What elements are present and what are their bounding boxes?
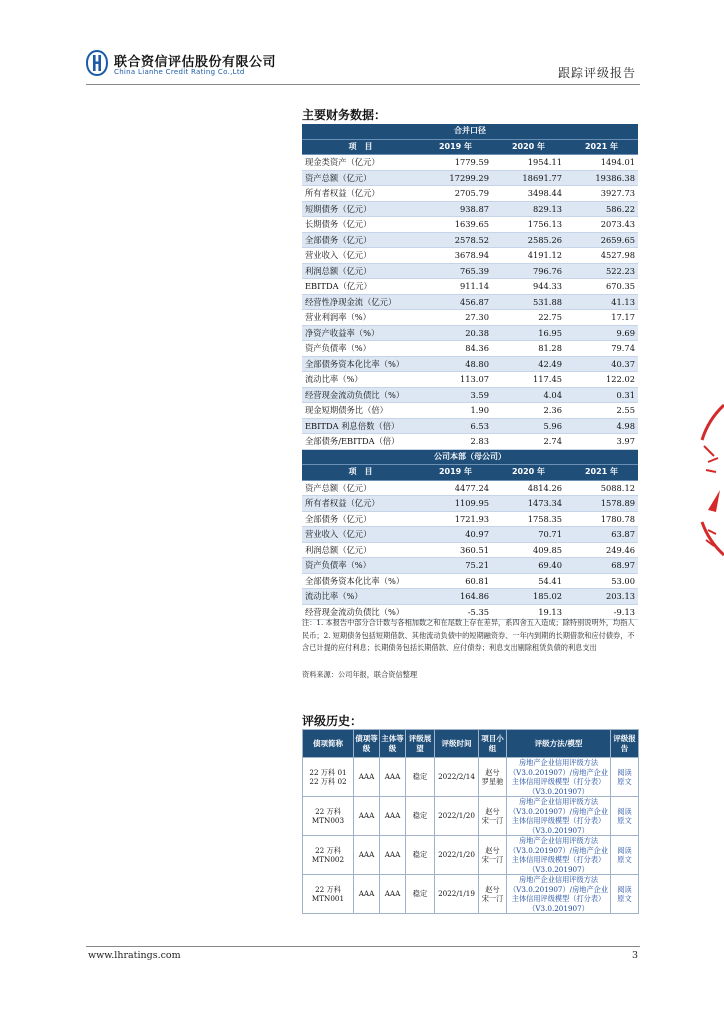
cell-value: 75.21 <box>419 558 492 574</box>
cell-bond: 22 万科 MTN001 <box>303 875 354 914</box>
cell-date: 2022/1/20 <box>435 797 479 836</box>
table-row <box>303 875 639 914</box>
cell-value: 1109.95 <box>419 496 492 512</box>
column-header: 项 目 <box>302 139 419 155</box>
column-header: 评级展望 <box>406 730 435 758</box>
table-row <box>302 325 638 341</box>
cell-issuer-grade: AAA <box>380 758 406 797</box>
cell-value: 2073.43 <box>565 217 638 233</box>
cell-value: 9.69 <box>565 325 638 341</box>
cell-value: 1578.89 <box>565 496 638 512</box>
column-header: 2019 年 <box>419 139 492 155</box>
row-label: EBITDA 利息倍数（倍） <box>302 418 419 434</box>
table-row <box>302 170 638 186</box>
table-caption-row <box>302 449 638 465</box>
cell-value: 17299.29 <box>419 170 492 186</box>
rating-history-title: 评级历史： <box>302 714 363 728</box>
cell-team: 赵兮 宋一汀 <box>479 875 507 914</box>
cell-bond: 22 万科 01 22 万科 02 <box>303 758 354 797</box>
cell-value: 54.41 <box>492 573 565 589</box>
cell-value: 1954.11 <box>492 155 565 171</box>
cell-value: 68.97 <box>565 558 638 574</box>
cell-value: 22.75 <box>492 310 565 326</box>
table-row <box>302 201 638 217</box>
cell-value: 531.88 <box>492 294 565 310</box>
row-label: 全部债务（亿元） <box>302 232 419 248</box>
cell-issuer-grade: AAA <box>380 875 406 914</box>
column-header: 债项等级 <box>354 730 380 758</box>
rating-history-table <box>302 729 639 914</box>
column-header: 评级报告 <box>611 730 639 758</box>
cell-value: 18691.77 <box>492 170 565 186</box>
cell-outlook: 稳定 <box>406 797 435 836</box>
row-label: 所有者权益（亿元） <box>302 496 419 512</box>
footer-divider <box>86 946 640 947</box>
column-header: 2020 年 <box>492 139 565 155</box>
cell-value: 5088.12 <box>565 480 638 496</box>
cell-value: 3678.94 <box>419 248 492 264</box>
column-header: 主体等级 <box>380 730 406 758</box>
column-header: 2021 年 <box>565 139 638 155</box>
column-header: 评级时间 <box>435 730 479 758</box>
table-row <box>302 263 638 279</box>
table-row <box>302 403 638 419</box>
cell-value: 1758.35 <box>492 511 565 527</box>
row-label: 经营现金流动负债比（%） <box>302 604 419 620</box>
cell-value: 60.81 <box>419 573 492 589</box>
cell-value: 53.00 <box>565 573 638 589</box>
rating-method-link[interactable]: 房地产企业信用评级方法（V3.0.201907）/房地产企业主体信用评级模型（打分表）（V3.0.201907） <box>507 836 611 875</box>
header-divider <box>86 84 640 85</box>
cell-value: 944.33 <box>492 279 565 295</box>
cell-value: 6.53 <box>419 418 492 434</box>
cell-value: 249.46 <box>565 542 638 558</box>
cell-value: 670.35 <box>565 279 638 295</box>
table-row <box>302 217 638 233</box>
column-header: 债项简称 <box>303 730 354 758</box>
cell-value: 4527.98 <box>565 248 638 264</box>
report-type-label: 跟踪评级报告 <box>557 66 636 80</box>
cell-value: 20.38 <box>419 325 492 341</box>
cell-value: 113.07 <box>419 372 492 388</box>
table-row <box>302 341 638 357</box>
cell-value: 3498.44 <box>492 186 565 202</box>
cell-value: 1473.34 <box>492 496 565 512</box>
cell-value: 17.17 <box>565 310 638 326</box>
table-row <box>303 758 639 797</box>
company-logo-icon <box>86 50 108 76</box>
row-label: 全部债务资本化比率（%） <box>302 573 419 589</box>
cell-value: 1756.13 <box>492 217 565 233</box>
rating-method-link[interactable]: 房地产企业信用评级方法（V3.0.201907）/房地产企业主体信用评级模型（打分表）（V3.0.201907） <box>507 875 611 914</box>
table-row <box>302 573 638 589</box>
company-name-cn: 联合资信评估股份有限公司 <box>114 55 277 70</box>
cell-value: 41.13 <box>565 294 638 310</box>
table-row <box>302 558 638 574</box>
cell-outlook: 稳定 <box>406 875 435 914</box>
rating-method-link[interactable]: 房地产企业信用评级方法（V3.0.201907）/房地产企业主体信用评级模型（打分表）（V3.0.201907） <box>507 797 611 836</box>
cell-value: 2.83 <box>419 434 492 450</box>
table-row <box>302 356 638 372</box>
cell-value: 360.51 <box>419 542 492 558</box>
financial-source: 资料来源：公司年报，联合资信整理 <box>302 670 418 679</box>
table-row <box>302 294 638 310</box>
cell-value: 2705.79 <box>419 186 492 202</box>
cell-value: 40.97 <box>419 527 492 543</box>
row-label: 资产负债率（%） <box>302 341 419 357</box>
table-row <box>302 496 638 512</box>
cell-value: 829.13 <box>492 201 565 217</box>
cell-value: 938.87 <box>419 201 492 217</box>
cell-issuer-grade: AAA <box>380 797 406 836</box>
cell-value: 122.02 <box>565 372 638 388</box>
table-row <box>302 186 638 202</box>
cell-value: 164.86 <box>419 589 492 605</box>
table-header-row <box>303 730 639 758</box>
table-row <box>302 387 638 403</box>
cell-bond: 22 万科 MTN002 <box>303 836 354 875</box>
table-header-row <box>302 139 638 155</box>
table-row <box>303 797 639 836</box>
cell-value: 69.40 <box>492 558 565 574</box>
table-row <box>302 434 638 450</box>
red-seal-stamp-icon <box>700 400 724 560</box>
cell-value: 765.39 <box>419 263 492 279</box>
row-label: 资产总额（亿元） <box>302 170 419 186</box>
row-label: 流动比率（%） <box>302 589 419 605</box>
page-number: 3 <box>631 950 638 961</box>
cell-value: 1494.01 <box>565 155 638 171</box>
cell-team: 赵兮 宋一汀 <box>479 797 507 836</box>
cell-value: 84.36 <box>419 341 492 357</box>
table-caption-row <box>302 124 638 139</box>
table-row <box>302 480 638 496</box>
row-label: 所有者权益（亿元） <box>302 186 419 202</box>
cell-value: 3.97 <box>565 434 638 450</box>
table-row <box>302 155 638 171</box>
cell-value: 4814.26 <box>492 480 565 496</box>
financial-data-table <box>302 124 638 620</box>
cell-value: 911.14 <box>419 279 492 295</box>
cell-value: 79.74 <box>565 341 638 357</box>
table-caption: 合并口径 <box>302 124 638 139</box>
table-row <box>302 232 638 248</box>
read-report-link[interactable]: 阅读 原文 <box>611 758 639 797</box>
financial-section-title: 主要财务数据： <box>302 108 387 122</box>
row-label: EBITDA（亿元） <box>302 279 419 295</box>
row-label: 净资产收益率（%） <box>302 325 419 341</box>
column-header: 项 目 <box>302 465 419 481</box>
row-label: 全部债务（亿元） <box>302 511 419 527</box>
row-label: 全部债务资本化比率（%） <box>302 356 419 372</box>
cell-bond-grade: AAA <box>354 797 380 836</box>
row-label: 全部债务/EBITDA（倍） <box>302 434 419 450</box>
cell-value: 19.13 <box>492 604 565 620</box>
cell-bond-grade: AAA <box>354 875 380 914</box>
table-row <box>302 589 638 605</box>
column-header: 2019 年 <box>419 465 492 481</box>
cell-value: 522.23 <box>565 263 638 279</box>
table-row <box>302 372 638 388</box>
table-row <box>302 279 638 295</box>
table-row <box>302 527 638 543</box>
cell-value: 1.90 <box>419 403 492 419</box>
cell-value: 586.22 <box>565 201 638 217</box>
cell-value: 48.80 <box>419 356 492 372</box>
cell-outlook: 稳定 <box>406 758 435 797</box>
cell-value: 2.74 <box>492 434 565 450</box>
row-label: 经营现金流动负债比（%） <box>302 387 419 403</box>
cell-date: 2022/1/19 <box>435 875 479 914</box>
cell-value: 16.95 <box>492 325 565 341</box>
cell-value: 1779.59 <box>419 155 492 171</box>
cell-value: 185.02 <box>492 589 565 605</box>
table-row <box>302 310 638 326</box>
cell-value: 81.28 <box>492 341 565 357</box>
financial-note: 注：1. 本报告中部分合计数与各相加数之和在尾数上存在差异，系四舍五入造成；除特别说明外，均指人民币；2. 短期债务包括短期借款、其他流动负债中的短期融资券、一年内到期的长期借款和应付债券，不含已计提的应付利息；长期债务包括长期借款、应付债券；利息支出剔除租赁负债的利息支出 <box>302 618 635 652</box>
cell-value: 70.71 <box>492 527 565 543</box>
table-row <box>302 248 638 264</box>
table-row <box>302 542 638 558</box>
read-report-link[interactable]: 阅读 原文 <box>611 797 639 836</box>
column-header: 评级方法/模型 <box>507 730 611 758</box>
cell-value: -5.35 <box>419 604 492 620</box>
cell-value: 409.85 <box>492 542 565 558</box>
company-name-en: China Lianhe Credit Rating Co.,Ltd <box>114 68 245 76</box>
column-header: 项目小组 <box>479 730 507 758</box>
cell-value: 63.87 <box>565 527 638 543</box>
row-label: 长期债务（亿元） <box>302 217 419 233</box>
read-report-link[interactable]: 阅读 原文 <box>611 836 639 875</box>
row-label: 利润总额（亿元） <box>302 542 419 558</box>
row-label: 短期债务（亿元） <box>302 201 419 217</box>
cell-value: 19386.38 <box>565 170 638 186</box>
row-label: 营业利润率（%） <box>302 310 419 326</box>
cell-team: 赵兮 罗星驰 <box>479 758 507 797</box>
cell-value: 2578.52 <box>419 232 492 248</box>
cell-value: 0.31 <box>565 387 638 403</box>
cell-bond-grade: AAA <box>354 758 380 797</box>
column-header: 2020 年 <box>492 465 565 481</box>
rating-method-link[interactable]: 房地产企业信用评级方法（V3.0.201907）/房地产企业主体信用评级模型（打分表）（V3.0.201907） <box>507 758 611 797</box>
row-label: 利润总额（亿元） <box>302 263 419 279</box>
cell-value: 42.49 <box>492 356 565 372</box>
cell-value: 40.37 <box>565 356 638 372</box>
row-label: 流动比率（%） <box>302 372 419 388</box>
table-row <box>302 511 638 527</box>
cell-date: 2022/1/20 <box>435 836 479 875</box>
cell-value: 203.13 <box>565 589 638 605</box>
column-header: 2021 年 <box>565 465 638 481</box>
cell-outlook: 稳定 <box>406 836 435 875</box>
cell-value: -9.13 <box>565 604 638 620</box>
cell-bond: 22 万科 MTN003 <box>303 797 354 836</box>
cell-value: 2659.65 <box>565 232 638 248</box>
cell-value: 4191.12 <box>492 248 565 264</box>
footer-website-link[interactable]: www.lhratings.com <box>88 950 181 961</box>
cell-value: 4.98 <box>565 418 638 434</box>
cell-value: 1780.78 <box>565 511 638 527</box>
row-label: 现金短期债务比（倍） <box>302 403 419 419</box>
cell-value: 1721.93 <box>419 511 492 527</box>
row-label: 现金类资产（亿元） <box>302 155 419 171</box>
cell-value: 2.36 <box>492 403 565 419</box>
cell-value: 3.59 <box>419 387 492 403</box>
table-row <box>302 418 638 434</box>
cell-value: 796.76 <box>492 263 565 279</box>
row-label: 营业收入（亿元） <box>302 248 419 264</box>
read-report-link[interactable]: 阅读 原文 <box>611 875 639 914</box>
row-label: 经营性净现金流（亿元） <box>302 294 419 310</box>
cell-value: 456.87 <box>419 294 492 310</box>
cell-value: 1639.65 <box>419 217 492 233</box>
cell-bond-grade: AAA <box>354 836 380 875</box>
cell-value: 4477.24 <box>419 480 492 496</box>
cell-value: 5.96 <box>492 418 565 434</box>
row-label: 营业收入（亿元） <box>302 527 419 543</box>
cell-value: 2.55 <box>565 403 638 419</box>
table-row <box>303 836 639 875</box>
cell-value: 27.30 <box>419 310 492 326</box>
cell-date: 2022/2/14 <box>435 758 479 797</box>
table-header-row <box>302 465 638 481</box>
cell-value: 117.45 <box>492 372 565 388</box>
table-caption: 公司本部（母公司） <box>302 449 638 465</box>
page-header <box>0 0 724 90</box>
cell-team: 赵兮 宋一汀 <box>479 836 507 875</box>
row-label: 资产总额（亿元） <box>302 480 419 496</box>
cell-value: 4.04 <box>492 387 565 403</box>
cell-issuer-grade: AAA <box>380 836 406 875</box>
cell-value: 3927.73 <box>565 186 638 202</box>
cell-value: 2585.26 <box>492 232 565 248</box>
row-label: 资产负债率（%） <box>302 558 419 574</box>
